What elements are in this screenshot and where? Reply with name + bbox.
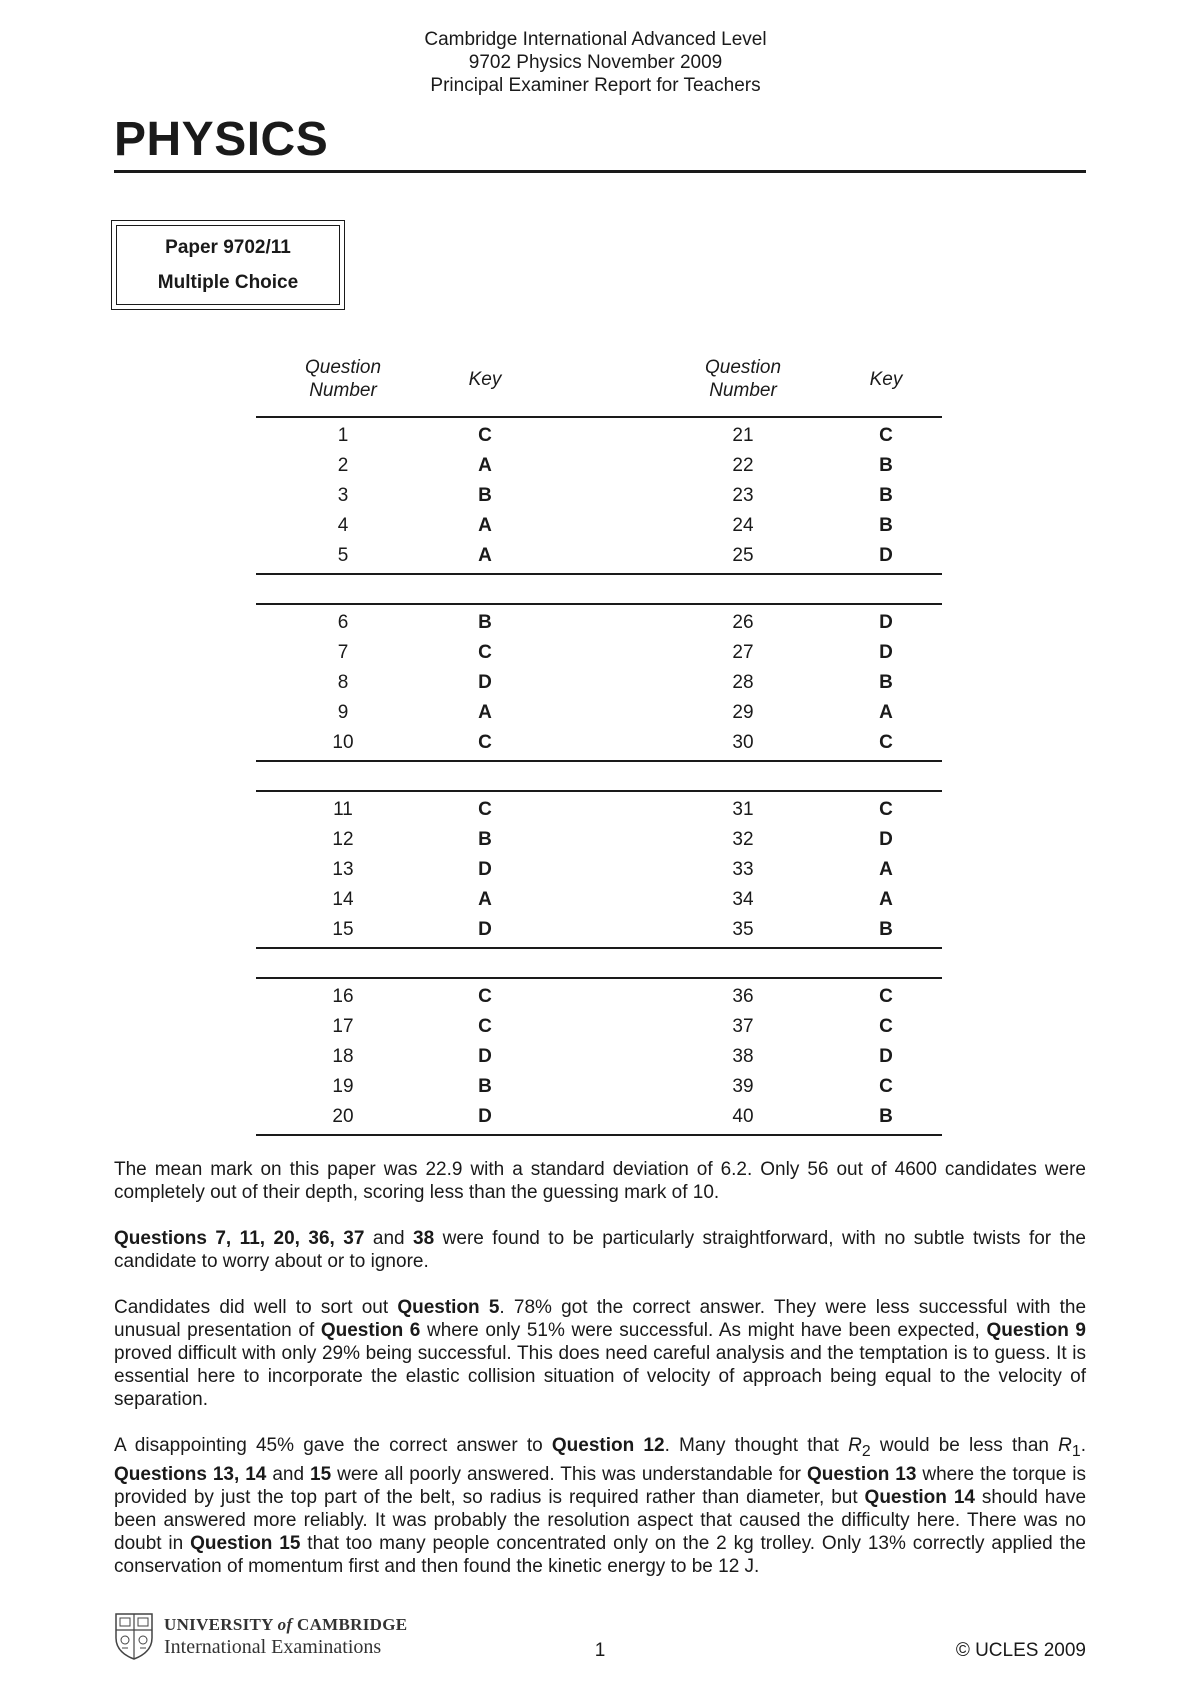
question-number-cell: 18 — [332, 1046, 354, 1067]
bold-ref: Question 12 — [551, 1435, 665, 1456]
answer-key-cell: D — [478, 1106, 492, 1127]
logo-word: CAMBRIDGE — [292, 1615, 408, 1634]
question-number-cell: 3 — [337, 485, 349, 506]
question-number-cell: 38 — [732, 1046, 754, 1067]
question-number-cell: 15 — [332, 919, 354, 940]
header-question-number-1 — [293, 356, 393, 402]
question-number-cell: 25 — [732, 545, 754, 566]
header-question-word: Question — [704, 357, 782, 378]
answer-key-cell: B — [879, 919, 893, 940]
answer-key-cell: D — [879, 545, 893, 566]
answer-key-cell: A — [478, 889, 492, 910]
page-number: 1 — [594, 1640, 606, 1661]
question-number-cell: 23 — [732, 485, 754, 506]
question-number-cell: 7 — [337, 642, 349, 663]
text-run: . 78% got the correct answer. They were less successful with the unusual presentation of — [114, 1297, 1087, 1341]
table-group — [256, 792, 942, 949]
question-number-cell: 32 — [732, 829, 754, 850]
question-number-cell: 35 — [732, 919, 754, 940]
answer-key-cell: B — [478, 829, 492, 850]
text-run: that too many people concentrated only on the 2 kg trolley. Only 13% correctly applied the conservation of momentum first and then found the kinetic energy to be 12 J. — [114, 1532, 1086, 1577]
text-run: were all poorly answered. This was understandable for — [331, 1463, 807, 1485]
bold-ref: 15 — [310, 1463, 332, 1485]
header-line-2: 9702 Physics November 2009 — [468, 52, 723, 73]
answer-key-cell: C — [879, 425, 893, 446]
question-number-cell: 28 — [732, 672, 754, 693]
answer-key-cell: D — [478, 1046, 492, 1067]
answer-key-cell: A — [879, 702, 893, 723]
paragraph-mean-mark: The mean mark on this paper was 22.9 with a standard deviation of 6.2. Only 56 out of 4600 candidates were completely out of their depth, scoring less than the guessing mark of 10. — [114, 1159, 1086, 1203]
answer-key-cell: B — [879, 672, 893, 693]
table-group — [256, 605, 942, 762]
table-row — [256, 638, 942, 668]
header-key-2: Key — [869, 369, 903, 390]
answer-key-cell: C — [879, 1076, 893, 1097]
bold-ref: Question 15 — [190, 1532, 301, 1554]
answer-key-cell: B — [478, 1076, 492, 1097]
copyright: © UCLES 2009 — [955, 1640, 1086, 1661]
answer-key-table — [256, 354, 942, 1136]
answer-key-cell: A — [478, 702, 492, 723]
table-group-spacer — [256, 762, 942, 792]
text-run: and — [266, 1463, 311, 1485]
question-number-cell: 22 — [732, 455, 754, 476]
paper-box — [111, 220, 345, 310]
answer-key-cell: C — [478, 1016, 492, 1037]
text-run: Candidates did well to sort out — [114, 1297, 398, 1318]
text-run: where the torque is provided by just the top part of the belt, so radius is required rather than diameter, but — [114, 1463, 1087, 1508]
answer-key-cell: A — [478, 455, 492, 476]
text-run: A disappointing 45% gave the correct answer to — [114, 1435, 552, 1456]
header-question-number-2 — [693, 356, 793, 402]
answer-key-cell: B — [879, 455, 893, 476]
text-run: would be less than — [870, 1435, 1059, 1456]
text-run: proved difficult with only 29% being successful. This does need careful analysis and the temptation is to guess. It is essential here to incorporate the elastic collision situation of velocity of approach being equal to the velocity of separation. — [114, 1343, 1086, 1410]
table-row — [256, 698, 942, 728]
text-run: . Many thought that — [664, 1435, 849, 1456]
table-row — [256, 668, 942, 698]
header-question-word: Question — [304, 357, 382, 378]
table-body — [256, 418, 942, 1136]
answer-key-cell: C — [478, 425, 492, 446]
header-key-1: Key — [468, 369, 502, 390]
bold-ref: Question 6 — [320, 1320, 421, 1341]
table-row — [256, 541, 942, 571]
logo-word-of: of — [277, 1615, 293, 1634]
answer-key-cell: A — [478, 545, 492, 566]
question-number-cell: 36 — [732, 986, 754, 1007]
bold-ref: Question 9 — [986, 1320, 1086, 1341]
subscript: 2 — [861, 1442, 871, 1460]
question-number-cell: 26 — [732, 612, 754, 633]
paragraph-straightforward — [114, 1227, 1086, 1273]
question-number-cell: 24 — [732, 515, 754, 536]
question-number-cell: 16 — [332, 986, 354, 1007]
question-number-cell: 4 — [337, 515, 349, 536]
answer-key-cell: C — [879, 986, 893, 1007]
paper-code: Paper 9702/11 — [165, 237, 291, 258]
text-run: . — [1080, 1435, 1086, 1456]
bold-ref: Questions 13, 14 — [114, 1463, 267, 1485]
table-row — [256, 728, 942, 758]
answer-key-cell: D — [879, 612, 893, 633]
answer-key-cell: B — [478, 485, 492, 506]
answer-key-cell: C — [879, 732, 893, 753]
symbol-r: R — [848, 1435, 862, 1456]
table-row — [256, 451, 942, 481]
logo-international-examinations: International Examinations — [164, 1636, 382, 1658]
question-number-cell: 10 — [332, 732, 354, 753]
header-line-1: Cambridge International Advanced Level — [424, 29, 767, 50]
table-row — [256, 1042, 942, 1072]
header-number-word: Number — [309, 380, 377, 401]
table-group — [256, 418, 942, 575]
question-number-cell: 2 — [337, 455, 349, 476]
question-number-cell: 9 — [337, 702, 349, 723]
table-row — [256, 511, 942, 541]
bold-ref: Question 13 — [806, 1463, 917, 1485]
answer-key-cell: B — [478, 612, 492, 633]
answer-key-cell: D — [879, 642, 893, 663]
paragraph-questions-5-6-9 — [114, 1296, 1086, 1411]
question-number-cell: 21 — [732, 425, 754, 446]
title-divider — [114, 170, 1086, 173]
table-row — [256, 608, 942, 638]
question-number-cell: 6 — [337, 612, 349, 633]
table-row — [256, 982, 942, 1012]
logo-word: UNIVERSITY — [164, 1615, 278, 1634]
table-row — [256, 825, 942, 855]
answer-key-cell: D — [478, 919, 492, 940]
bold-ref: Question 5 — [397, 1297, 500, 1318]
table-row — [256, 1102, 942, 1132]
answer-key-cell: B — [879, 1106, 893, 1127]
table-row — [256, 1072, 942, 1102]
table-group-spacer — [256, 575, 942, 605]
paragraph-questions-12-15 — [114, 1434, 1086, 1578]
table-header — [256, 354, 942, 418]
answer-key-cell: C — [478, 986, 492, 1007]
table-row — [256, 885, 942, 915]
paper-name: Multiple Choice — [157, 272, 299, 293]
table-group — [256, 979, 942, 1136]
question-number-cell: 40 — [732, 1106, 754, 1127]
question-number-cell: 30 — [732, 732, 754, 753]
text-run: should have been answered more reliably. It was probably the resolution aspect that caused the difficulty here. There was no doubt in — [114, 1486, 1087, 1554]
table-row — [256, 421, 942, 451]
answer-key-cell: D — [879, 829, 893, 850]
question-number-cell: 20 — [332, 1106, 354, 1127]
answer-key-cell: D — [879, 1046, 893, 1067]
answer-key-cell: B — [879, 485, 893, 506]
question-number-cell: 1 — [337, 425, 349, 446]
cambridge-crest-icon — [114, 1612, 154, 1660]
question-number-cell: 34 — [732, 889, 754, 910]
answer-key-cell: D — [478, 859, 492, 880]
question-number-cell: 27 — [732, 642, 754, 663]
question-number-cell: 14 — [332, 889, 354, 910]
bold-ref: 38 — [413, 1228, 435, 1249]
answer-key-cell: A — [478, 515, 492, 536]
answer-key-cell: C — [478, 799, 492, 820]
table-group-spacer — [256, 949, 942, 979]
question-number-cell: 39 — [732, 1076, 754, 1097]
question-number-cell: 12 — [332, 829, 354, 850]
page-header — [0, 28, 1191, 97]
text-run: and — [364, 1228, 414, 1249]
question-number-cell: 33 — [732, 859, 754, 880]
question-number-cell: 31 — [732, 799, 754, 820]
question-number-cell: 11 — [333, 799, 353, 820]
answer-key-cell: D — [478, 672, 492, 693]
table-row — [256, 855, 942, 885]
paper-box-inner — [116, 225, 340, 305]
text-run: where only 51% were successful. As might have been expected, — [420, 1320, 987, 1341]
table-row — [256, 915, 942, 945]
answer-key-cell: A — [879, 889, 893, 910]
text-run: were found to be particularly straightforward, with no subtle twists for the candidate to worry about or to ignore. — [114, 1228, 1086, 1272]
table-row — [256, 481, 942, 511]
answer-key-cell: C — [879, 1016, 893, 1037]
subscript: 1 — [1071, 1442, 1081, 1460]
answer-key-cell: C — [478, 642, 492, 663]
logo-text — [164, 1614, 407, 1658]
question-number-cell: 17 — [332, 1016, 354, 1037]
table-row — [256, 795, 942, 825]
question-number-cell: 13 — [332, 859, 354, 880]
answer-key-cell: B — [879, 515, 893, 536]
question-number-cell: 8 — [337, 672, 349, 693]
header-line-3: Principal Examiner Report for Teachers — [430, 75, 761, 96]
question-number-cell: 19 — [332, 1076, 354, 1097]
question-number-cell: 5 — [337, 545, 349, 566]
question-number-cell: 37 — [732, 1016, 754, 1037]
cambridge-logo — [114, 1612, 407, 1660]
bold-ref: Question 14 — [864, 1486, 975, 1508]
bold-ref: Questions 7, 11, 20, 36, 37 — [114, 1228, 365, 1249]
symbol-r: R — [1058, 1435, 1072, 1456]
page-title: PHYSICS — [114, 113, 329, 166]
header-number-word: Number — [709, 380, 777, 401]
table-row — [256, 1012, 942, 1042]
answer-key-cell: C — [879, 799, 893, 820]
answer-key-cell: A — [879, 859, 893, 880]
answer-key-cell: C — [478, 732, 492, 753]
report-body — [114, 1158, 1086, 1601]
question-number-cell: 29 — [732, 702, 754, 723]
logo-university — [164, 1614, 407, 1636]
